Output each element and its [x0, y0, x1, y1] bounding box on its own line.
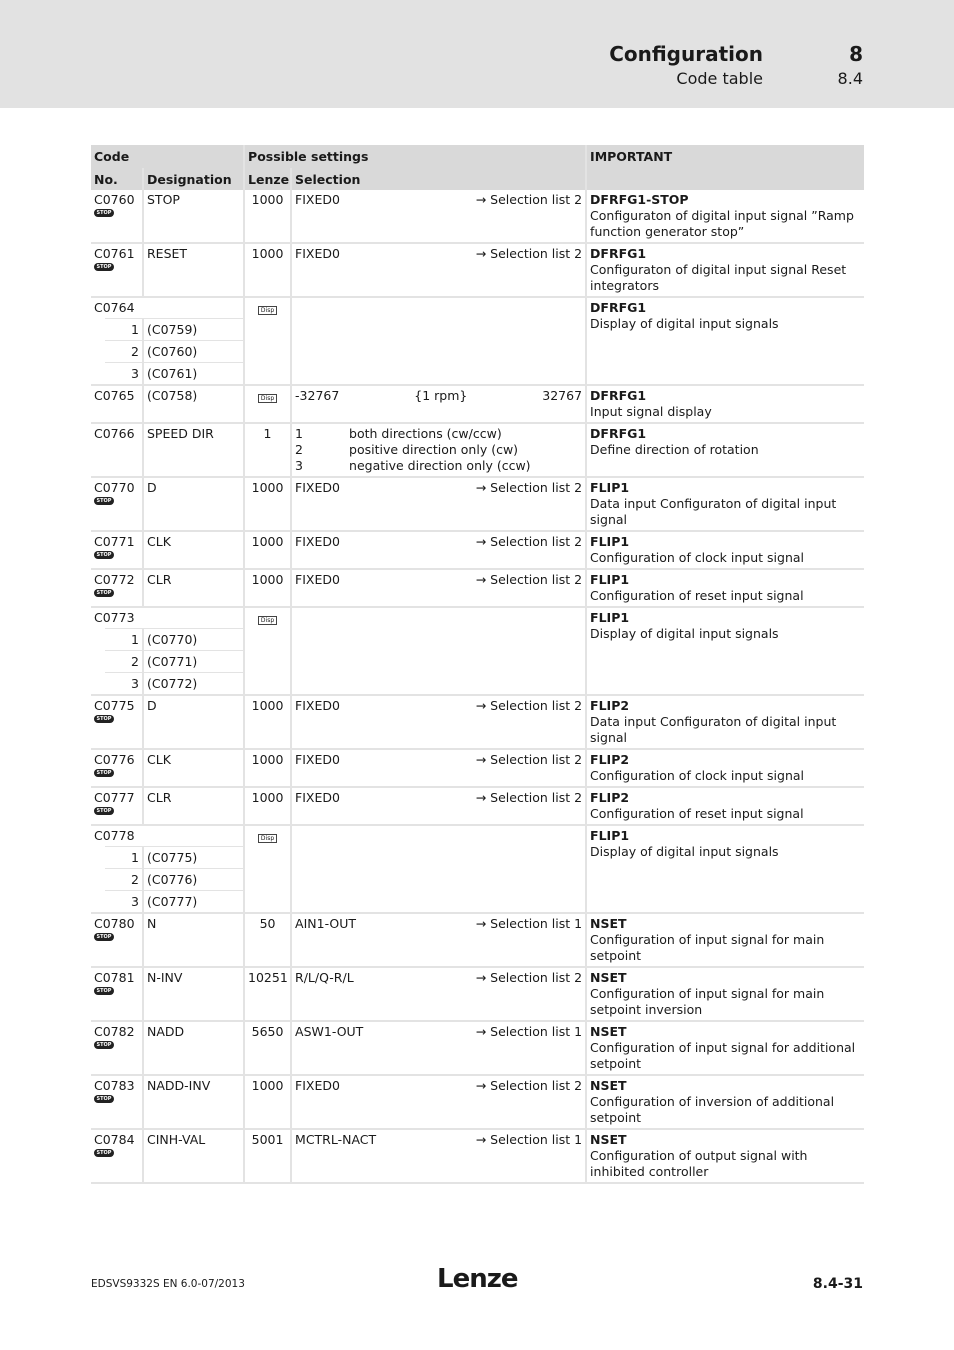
stop-badge: STOP [94, 769, 114, 777]
header-band [0, 0, 954, 108]
subcode-designation: (C0776) [142, 868, 243, 890]
subcode-designation: (C0777) [142, 890, 243, 914]
important-title: FLIP1 [590, 572, 630, 587]
subcode-number: 1 [105, 628, 142, 650]
chapter-number: 8 [849, 42, 863, 66]
important-title: FLIP1 [590, 610, 630, 625]
brand-logo: Lenze [437, 1264, 518, 1294]
important-text: Configuraton of digital input signal Reset integrators [590, 262, 847, 293]
col-lenze-header: Lenze [243, 168, 290, 190]
selection-list-ref: → Selection list 2 [475, 192, 583, 207]
lenze-value: 1000 [243, 478, 290, 532]
code-number: C0765 [94, 388, 135, 403]
stop-badge: STOP [94, 933, 114, 941]
lenze-value: 1000 [243, 532, 290, 570]
important-title: FLIP1 [590, 828, 630, 843]
lenze-value: 1 [243, 424, 290, 478]
selection-value: FIXED0 [295, 790, 340, 805]
range-unit: {1 rpm} [414, 388, 468, 403]
table-row [91, 532, 864, 570]
stop-badge: STOP [94, 987, 114, 995]
subcode-designation: (C0771) [142, 650, 243, 672]
selection-list-ref: → Selection list 2 [475, 572, 583, 587]
important-text: Configuration of input signal for additional setpoint [590, 1040, 856, 1071]
range-min: -32767 [295, 388, 340, 403]
table-row [91, 914, 864, 968]
code-number: C0777 [94, 790, 135, 805]
selection-value: MCTRL-NACT [295, 1132, 377, 1147]
table-row [91, 298, 864, 318]
disp-badge: Disp [258, 394, 277, 403]
code-number: C0772 [94, 572, 135, 587]
code-designation: NADD-INV [142, 1076, 243, 1130]
code-number: C0766 [94, 426, 135, 441]
important-text: Configuration of clock input signal [590, 768, 804, 783]
important-title: DFRFG1 [590, 388, 647, 403]
important-text: Display of digital input signals [590, 316, 779, 331]
important-title: NSET [590, 970, 627, 985]
stop-badge: STOP [94, 589, 114, 597]
table-row [91, 750, 864, 788]
subcode-designation: (C0772) [142, 672, 243, 696]
lenze-value: 1000 [243, 788, 290, 826]
stop-badge: STOP [94, 715, 114, 723]
selection-list-ref: → Selection list 2 [475, 1078, 583, 1093]
selection-value: AIN1-OUT [295, 916, 357, 931]
range-max: 32767 [542, 388, 583, 403]
lenze-value: 1000 [243, 750, 290, 788]
important-text: Define direction of rotation [590, 442, 759, 457]
selection-value: FIXED0 [295, 480, 340, 495]
col-possible-settings-header: Possible settings [243, 145, 585, 168]
section-number: 8.4 [837, 69, 863, 88]
stop-badge: STOP [94, 807, 114, 815]
code-designation: RESET [142, 244, 243, 298]
subcode-number: 1 [105, 846, 142, 868]
col-designation-header: Designation [142, 168, 243, 190]
code-number: C0784 [94, 1132, 135, 1147]
selection-list-ref: → Selection list 1 [475, 1024, 583, 1039]
selection-list-ref: → Selection list 2 [475, 752, 583, 767]
col-selection-header: Selection [290, 168, 585, 190]
code-designation: D [142, 696, 243, 750]
important-title: DFRFG1 [590, 426, 647, 441]
selection-list-ref: → Selection list 2 [475, 790, 583, 805]
important-title: DFRFG1-STOP [590, 192, 689, 207]
stop-badge: STOP [94, 1149, 114, 1157]
important-title: NSET [590, 1132, 627, 1147]
table-row [91, 244, 864, 298]
important-text: Configuration of input signal for main setpoint [590, 932, 825, 963]
lenze-value: 5650 [243, 1022, 290, 1076]
selection-value: FIXED0 [295, 752, 340, 767]
important-title: DFRFG1 [590, 300, 647, 315]
selection-list-ref: → Selection list 2 [475, 970, 583, 985]
table-body [91, 190, 864, 1184]
selection-list-ref: → Selection list 2 [475, 480, 583, 495]
subcode-number: 3 [105, 362, 142, 386]
subcode-number: 2 [105, 868, 142, 890]
table-row [91, 696, 864, 750]
table-row [91, 1130, 864, 1184]
stop-badge: STOP [94, 1041, 114, 1049]
selection-list-ref: → Selection list 2 [475, 534, 583, 549]
code-number: C0776 [94, 752, 135, 767]
table-row [91, 570, 864, 608]
important-title: NSET [590, 916, 627, 931]
important-title: FLIP2 [590, 752, 630, 767]
lenze-value: 1000 [243, 570, 290, 608]
code-number: C0771 [94, 534, 135, 549]
lenze-value: 1000 [243, 1076, 290, 1130]
selection-value: FIXED0 [295, 572, 340, 587]
important-text: Configuraton of digital input signal ”Ramp function generator stop” [590, 208, 854, 239]
subcode-designation: (C0760) [142, 340, 243, 362]
selection-list-ref: → Selection list 1 [475, 1132, 583, 1147]
lenze-value: 5001 [243, 1130, 290, 1184]
direction-text: negative direction only (ccw) [349, 458, 531, 473]
document-reference: EDSVS9332S EN 6.0-07/2013 [91, 1278, 245, 1290]
code-number: C0773 [94, 610, 135, 625]
table-row [91, 968, 864, 1022]
important-text: Configuration of reset input signal [590, 806, 804, 821]
code-designation: N [142, 914, 243, 968]
selection-list-ref: → Selection list 2 [475, 246, 583, 261]
selection-list-ref: → Selection list 2 [475, 698, 583, 713]
col-no-header: No. [91, 168, 142, 190]
important-text: Configuration of clock input signal [590, 550, 804, 565]
important-title: NSET [590, 1024, 627, 1039]
selection-value: FIXED0 [295, 1078, 340, 1093]
important-text: Display of digital input signals [590, 626, 779, 641]
important-title: DFRFG1 [590, 246, 647, 261]
code-designation: NADD [142, 1022, 243, 1076]
disp-badge: Disp [258, 616, 277, 625]
col-important-header: IMPORTANT [585, 145, 864, 190]
code-number: C0775 [94, 698, 135, 713]
stop-badge: STOP [94, 263, 114, 271]
code-designation: CLR [142, 570, 243, 608]
important-text: Configuration of reset input signal [590, 588, 804, 603]
direction-number: 3 [295, 458, 303, 473]
lenze-value: 1000 [243, 244, 290, 298]
col-code-header: Code [91, 145, 243, 168]
subcode-number: 3 [105, 890, 142, 914]
lenze-value: 1000 [243, 190, 290, 244]
code-number: C0761 [94, 246, 135, 261]
code-designation: SPEED DIR [142, 424, 243, 478]
stop-badge: STOP [94, 1095, 114, 1103]
table-row [91, 190, 864, 244]
code-number: C0770 [94, 480, 135, 495]
code-table [91, 145, 864, 1184]
direction-text: positive direction only (cw) [349, 442, 519, 457]
subcode-designation: (C0770) [142, 628, 243, 650]
lenze-value: 10251 [243, 968, 290, 1022]
stop-badge: STOP [94, 497, 114, 505]
important-title: NSET [590, 1078, 627, 1093]
code-designation: CLK [142, 532, 243, 570]
code-number: C0781 [94, 970, 135, 985]
code-designation: CLR [142, 788, 243, 826]
code-designation: CINH-VAL [142, 1130, 243, 1184]
important-text: Configuration of output signal with inhibited controller [590, 1148, 808, 1179]
lenze-value: 1000 [243, 696, 290, 750]
selection-value: FIXED0 [295, 698, 340, 713]
important-text: Configuration of inversion of additional setpoint [590, 1094, 835, 1125]
selection-value: R/L/Q-R/L [295, 970, 354, 985]
lenze-value: 50 [243, 914, 290, 968]
page-number: 8.4-31 [812, 1276, 863, 1292]
important-title: FLIP2 [590, 698, 630, 713]
code-number: C0782 [94, 1024, 135, 1039]
selection-value: FIXED0 [295, 192, 340, 207]
subcode-designation: (C0761) [142, 362, 243, 386]
table-row [91, 478, 864, 532]
code-number: C0764 [94, 300, 135, 315]
selection-value: FIXED0 [295, 534, 340, 549]
subcode-number: 2 [105, 650, 142, 672]
code-designation: STOP [142, 190, 243, 244]
table-row [91, 608, 864, 628]
important-title: FLIP1 [590, 480, 630, 495]
code-designation: CLK [142, 750, 243, 788]
table-row [91, 1076, 864, 1130]
table-row [91, 826, 864, 846]
subcode-number: 3 [105, 672, 142, 696]
important-text: Data input Configuraton of digital input signal [590, 714, 837, 745]
page-title: Configuration [609, 42, 763, 66]
stop-badge: STOP [94, 551, 114, 559]
selection-value: ASW1-OUT [295, 1024, 364, 1039]
table-row [91, 424, 864, 478]
table-row [91, 788, 864, 826]
code-designation: N-INV [142, 968, 243, 1022]
subcode-number: 2 [105, 340, 142, 362]
selection-value: FIXED0 [295, 246, 340, 261]
code-number: C0780 [94, 916, 135, 931]
code-designation: D [142, 478, 243, 532]
code-number: C0783 [94, 1078, 135, 1093]
code-number: C0760 [94, 192, 135, 207]
subcode-designation: (C0775) [142, 846, 243, 868]
important-title: FLIP1 [590, 534, 630, 549]
selection-list-ref: → Selection list 1 [475, 916, 583, 931]
disp-badge: Disp [258, 306, 277, 315]
page-subtitle: Code table [676, 69, 763, 88]
subcode-designation: (C0759) [142, 318, 243, 340]
table-row [91, 386, 864, 424]
direction-number: 1 [295, 426, 303, 441]
important-title: FLIP2 [590, 790, 630, 805]
important-text: Input signal display [590, 404, 712, 419]
subcode-number: 1 [105, 318, 142, 340]
direction-number: 2 [295, 442, 303, 457]
important-text: Display of digital input signals [590, 844, 779, 859]
stop-badge: STOP [94, 209, 114, 217]
important-text: Configuration of input signal for main setpoint inversion [590, 986, 825, 1017]
code-designation: (C0758) [142, 386, 243, 424]
table-row [91, 1022, 864, 1076]
disp-badge: Disp [258, 834, 277, 843]
direction-text: both directions (cw/ccw) [349, 426, 502, 441]
important-text: Data input Configuraton of digital input signal [590, 496, 837, 527]
code-number: C0778 [94, 828, 135, 843]
